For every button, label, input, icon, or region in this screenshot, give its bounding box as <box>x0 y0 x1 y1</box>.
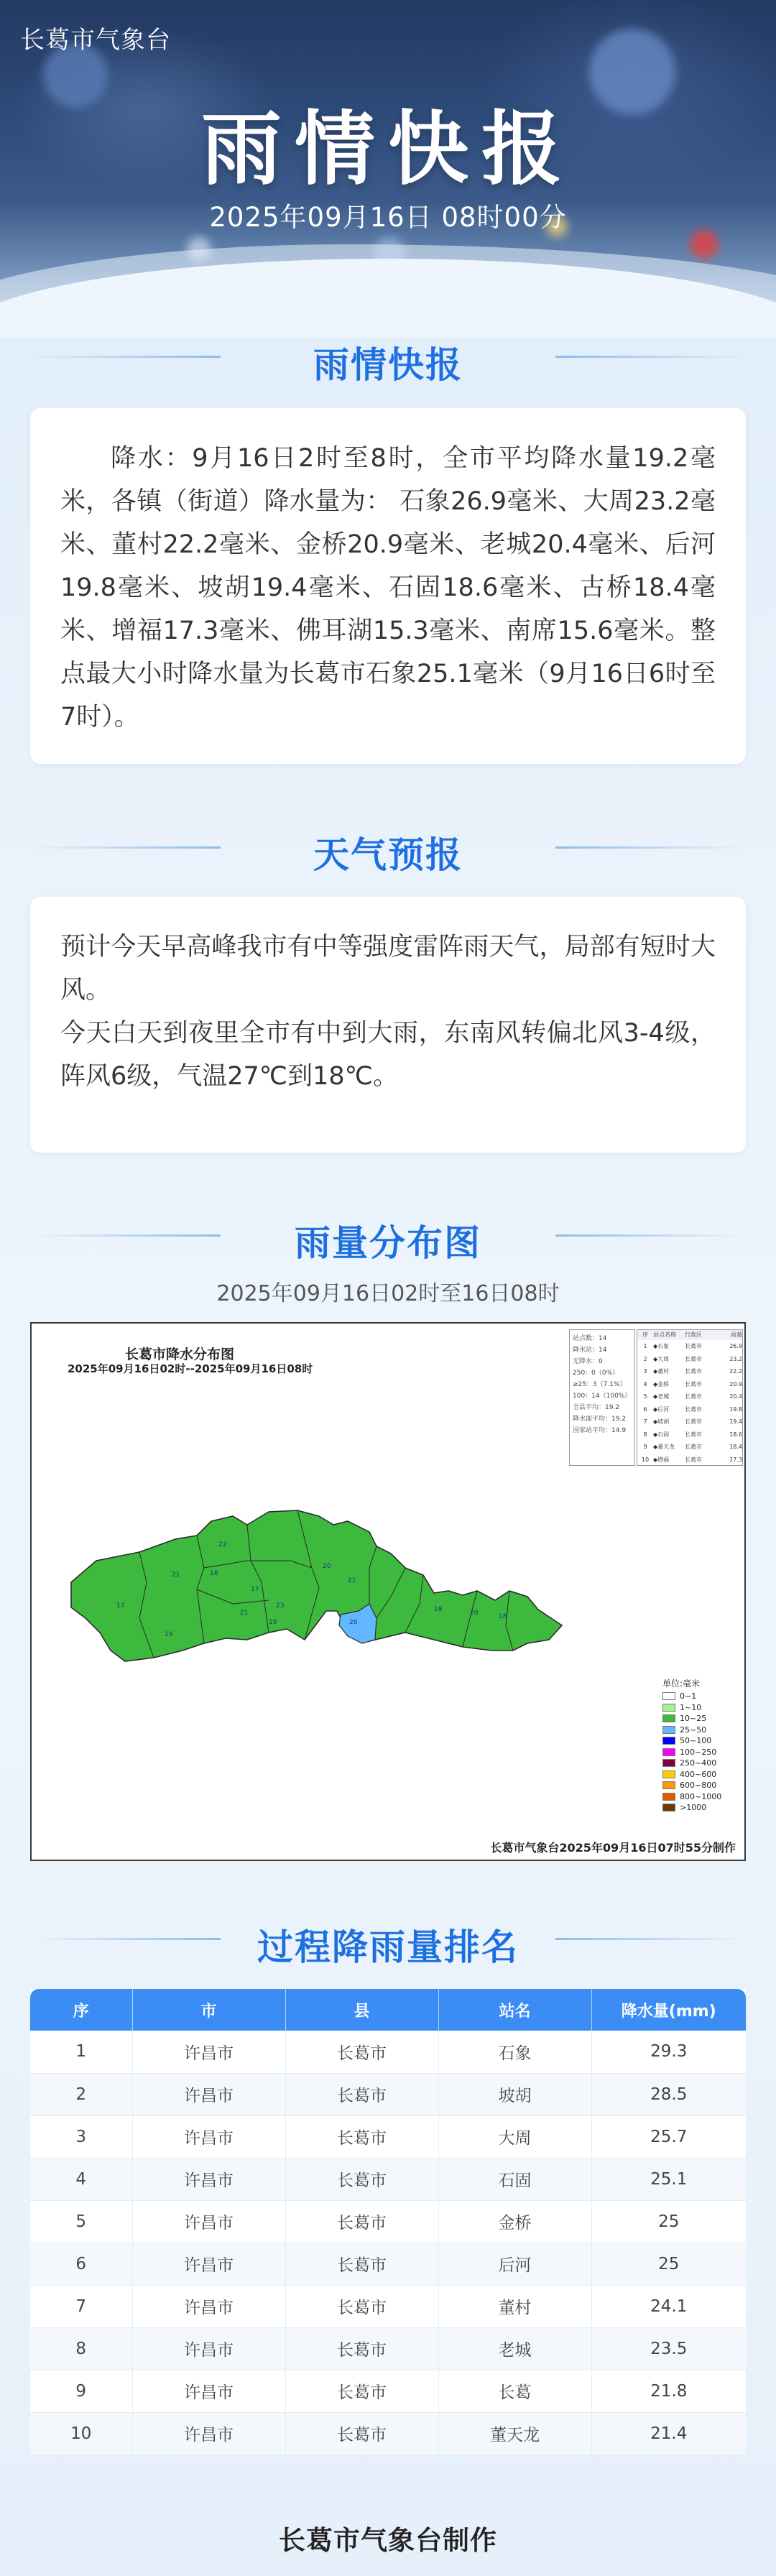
cell-station: 董村 <box>438 2285 591 2327</box>
cell-station: 后河 <box>438 2243 591 2285</box>
cell-rank: 9 <box>30 2370 132 2412</box>
legend-label: 1~10 <box>680 1702 702 1712</box>
cell-rainfall: 25.1 <box>591 2158 746 2200</box>
svg-text:21: 21 <box>240 1610 249 1617</box>
legend-swatch <box>662 1726 675 1734</box>
legend-swatch <box>662 1748 675 1756</box>
legend-swatch <box>662 1714 675 1722</box>
map-rank-cell: 长葛市 <box>685 1355 702 1362</box>
cell-rank: 5 <box>30 2200 132 2243</box>
col-header-rainfall: 降水量(mm) <box>591 1989 746 2031</box>
svg-text:17: 17 <box>251 1586 259 1593</box>
map-rank-cell: 17.3 <box>729 1456 742 1463</box>
legend-label: 25~50 <box>680 1725 707 1735</box>
section-heading-forecast: 天气预报 <box>313 834 463 876</box>
cell-county: 长葛市 <box>285 2158 438 2200</box>
cell-city: 许昌市 <box>132 2285 285 2327</box>
cell-station: 坡胡 <box>438 2073 591 2115</box>
cell-county: 长葛市 <box>285 2243 438 2285</box>
svg-text:18: 18 <box>434 1606 443 1613</box>
cell-station: 大周 <box>438 2115 591 2158</box>
map-rank-header-cell: 行政区 <box>685 1331 702 1338</box>
table-row <box>30 2158 746 2200</box>
map-rank-cell: ◆增福 <box>653 1456 670 1463</box>
section-heading-distribution: 雨量分布图 <box>295 1222 481 1264</box>
map-rank-cell: 23.2 <box>729 1355 742 1362</box>
cell-county: 长葛市 <box>285 2370 438 2412</box>
legend-label: 400~600 <box>680 1769 717 1779</box>
map-rank-cell: 4 <box>643 1380 647 1388</box>
map-rank-cell: 长葛市 <box>685 1431 702 1438</box>
page-title: 雨情快报 <box>201 103 575 196</box>
cell-rank: 2 <box>30 2073 132 2115</box>
map-rank-cell: 长葛市 <box>685 1456 702 1463</box>
legend-label: 600~800 <box>680 1781 717 1791</box>
legend-item <box>662 1780 742 1791</box>
map-rank-cell: 5 <box>643 1393 647 1400</box>
forecast-line-1: 预计今天早高峰我市有中等强度雷阵雨天气，局部有短时大风。 <box>60 933 716 1005</box>
map-stat-line: 无降水：0 <box>573 1358 603 1365</box>
legend-item <box>662 1735 742 1747</box>
map-rank-cell: 10 <box>641 1456 650 1463</box>
cell-rainfall: 25.7 <box>591 2115 746 2158</box>
map-footer: 长葛市气象台2025年09月16日07时55分制作 <box>490 1841 736 1855</box>
map-rank-cell: 长葛市 <box>685 1393 702 1400</box>
map-stat-line: ≥25：3（7.1%） <box>573 1381 627 1388</box>
map-stat-line: 国家站平均：14.9 <box>573 1427 627 1434</box>
map-stat-line: 全县平均：19.2 <box>573 1404 620 1411</box>
svg-text:19: 19 <box>165 1631 173 1638</box>
map-stat-line: 降水站：14 <box>573 1347 607 1354</box>
legend-item <box>662 1713 742 1725</box>
map-rank-cell: 长葛市 <box>685 1418 702 1425</box>
legend-swatch <box>662 1804 675 1811</box>
svg-text:23: 23 <box>276 1602 285 1610</box>
cell-rainfall: 25 <box>591 2243 746 2285</box>
rainfall-map <box>30 1322 746 1861</box>
rainfall-map-shape <box>32 1324 747 1862</box>
map-legend <box>662 1677 742 1814</box>
cell-county: 长葛市 <box>285 2073 438 2115</box>
cell-station: 长葛 <box>438 2370 591 2412</box>
legend-item <box>662 1802 742 1814</box>
map-rank-cell: 19.4 <box>729 1418 742 1425</box>
map-rank-header-cell: 站点名称 <box>653 1331 676 1338</box>
cell-county: 长葛市 <box>285 2327 438 2370</box>
map-rank-cell: ◆后河 <box>653 1405 670 1413</box>
svg-text:21: 21 <box>348 1577 356 1584</box>
cell-city: 许昌市 <box>132 2370 285 2412</box>
map-rank-cell: 1 <box>643 1343 647 1349</box>
cell-city: 许昌市 <box>132 2073 285 2115</box>
table-row <box>30 2327 746 2370</box>
col-header-city: 市 <box>132 1989 285 2031</box>
map-rank-header-cell: 雨量 <box>731 1331 742 1338</box>
svg-text:20: 20 <box>323 1563 331 1570</box>
col-header-county: 县 <box>285 1989 438 2031</box>
svg-text:18: 18 <box>210 1570 218 1577</box>
table-row <box>30 2200 746 2243</box>
map-stat-line: 250：0（0%） <box>573 1370 619 1377</box>
map-rank-cell: ◆大周 <box>653 1355 670 1362</box>
cell-city: 许昌市 <box>132 2412 285 2455</box>
map-rank-cell: 18.4 <box>729 1444 742 1450</box>
map-rank-cell: ◆老城 <box>653 1393 670 1400</box>
cell-rainfall: 21.4 <box>591 2412 746 2455</box>
map-rank-cell: 9 <box>643 1444 647 1450</box>
org-name: 长葛市气象台 <box>20 27 171 54</box>
section-heading-ranking: 过程降雨量排名 <box>257 1926 519 1968</box>
table-row <box>30 2285 746 2327</box>
cell-station: 老城 <box>438 2327 591 2370</box>
rain-report-text: 降水：9月16日2时至8时，全市平均降水量19.2毫米，各镇（街道）降水量为： 石象26.9毫米、大周23.2毫米、董村22.2毫米、金桥20.9毫米、老城20.4毫米、后河19.8毫米、坡胡19.4毫米、石固18.6毫米、古桥18.4毫米、增福17.3毫米、佛耳湖15.3毫米、南席15.6毫米。整点最大小时降水量为长葛市石象25.1毫米（9月16日6时至7时）。 <box>60 444 716 731</box>
legend-label: 0~1 <box>680 1691 697 1702</box>
legend-label: 50~100 <box>680 1736 712 1746</box>
col-header-station: 站名 <box>438 1989 591 2031</box>
cell-rank: 4 <box>30 2158 132 2200</box>
cell-rank: 1 <box>30 2031 132 2073</box>
cell-county: 长葛市 <box>285 2285 438 2327</box>
table-row <box>30 2412 746 2455</box>
legend-swatch <box>662 1737 675 1745</box>
map-stat-line: 站点数：14 <box>573 1335 607 1342</box>
legend-swatch <box>662 1704 675 1712</box>
map-rank-cell: ◆石固 <box>653 1431 670 1438</box>
col-header-rank: 序 <box>30 1989 132 2031</box>
map-rank-cell: 20.9 <box>729 1380 742 1388</box>
cell-rank: 10 <box>30 2412 132 2455</box>
legend-label: 10~25 <box>680 1714 707 1724</box>
legend-swatch <box>662 1771 675 1778</box>
cell-city: 许昌市 <box>132 2158 285 2200</box>
map-rank-cell: 20.4 <box>729 1393 742 1400</box>
legend-item <box>662 1758 742 1769</box>
rain-report-card <box>30 408 746 764</box>
map-rank-cell: 8 <box>643 1431 647 1438</box>
map-stat-line: 降水面平均：19.2 <box>573 1416 627 1423</box>
map-rank-cell: 长葛市 <box>685 1343 702 1349</box>
cell-city: 许昌市 <box>132 2243 285 2285</box>
map-region-green <box>71 1510 562 1661</box>
legend-item <box>662 1769 742 1781</box>
map-rank-cell: 22.2 <box>729 1368 742 1375</box>
legend-label: >1000 <box>680 1803 707 1813</box>
cell-rainfall: 21.8 <box>591 2370 746 2412</box>
cell-county: 长葛市 <box>285 2412 438 2455</box>
cell-county: 长葛市 <box>285 2031 438 2073</box>
map-rank-cell: ◆董天龙 <box>653 1444 675 1450</box>
map-rank-cell: 长葛市 <box>685 1368 702 1375</box>
cell-rainfall: 24.1 <box>591 2285 746 2327</box>
cell-rainfall: 23.5 <box>591 2327 746 2370</box>
ranking-table <box>30 1989 746 2455</box>
footer-credit: 长葛市气象台制作 <box>279 2525 497 2556</box>
legend-swatch <box>662 1781 675 1789</box>
svg-text:26: 26 <box>349 1619 358 1626</box>
svg-text:19: 19 <box>269 1619 277 1626</box>
legend-item <box>662 1702 742 1714</box>
cell-city: 许昌市 <box>132 2200 285 2243</box>
cell-station: 石固 <box>438 2158 591 2200</box>
table-row <box>30 2031 746 2073</box>
legend-item <box>662 1725 742 1736</box>
cell-county: 长葛市 <box>285 2115 438 2158</box>
svg-text:20: 20 <box>470 1610 479 1617</box>
map-rank-cell: 长葛市 <box>685 1405 702 1413</box>
map-rank-cell: 2 <box>643 1355 647 1362</box>
cell-rainfall: 29.3 <box>591 2031 746 2073</box>
header-banner <box>0 0 776 338</box>
table-row <box>30 2115 746 2158</box>
map-rank-cell: ◆董村 <box>653 1368 670 1375</box>
legend-label: 250~400 <box>680 1758 717 1768</box>
section-heading-rain: 雨情快报 <box>313 344 463 386</box>
cell-rank: 3 <box>30 2115 132 2158</box>
cell-station: 金桥 <box>438 2200 591 2243</box>
distribution-period: 2025年09月16日02时至16日08时 <box>216 1281 560 1306</box>
cell-station: 石象 <box>438 2031 591 2073</box>
legend-title: 单位:毫米 <box>662 1679 701 1689</box>
map-title: 长葛市降水分布图 <box>125 1347 235 1362</box>
map-rank-cell: 长葛市 <box>685 1380 702 1388</box>
map-rank-cell: ◆石象 <box>653 1343 670 1349</box>
cell-rank: 8 <box>30 2327 132 2370</box>
table-row <box>30 2370 746 2412</box>
cell-rainfall: 28.5 <box>591 2073 746 2115</box>
cell-rainfall: 25 <box>591 2200 746 2243</box>
legend-swatch <box>662 1793 675 1801</box>
map-rank-cell: 3 <box>643 1368 647 1375</box>
svg-text:21: 21 <box>172 1571 180 1579</box>
forecast-line-2: 今天白天到夜里全市有中到大雨，东南风转偏北风3-4级，阵风6级，气温27℃到18℃。 <box>60 1019 716 1091</box>
svg-text:22: 22 <box>218 1541 227 1548</box>
legend-item <box>662 1791 742 1803</box>
map-rank-cell: 19.8 <box>729 1405 742 1413</box>
map-rank-cell: 7 <box>643 1418 647 1425</box>
map-rank-cell: ◆坡胡 <box>653 1418 670 1425</box>
cell-county: 长葛市 <box>285 2200 438 2243</box>
forecast-card <box>30 897 746 1153</box>
table-row <box>30 2073 746 2115</box>
cell-rank: 7 <box>30 2285 132 2327</box>
cell-station: 董天龙 <box>438 2412 591 2455</box>
report-datetime: 2025年09月16日 08时00分 <box>209 202 567 233</box>
map-rank-cell: 长葛市 <box>685 1444 702 1450</box>
map-rank-cell: 18.6 <box>729 1431 742 1438</box>
map-rank-cell: 6 <box>643 1405 647 1413</box>
map-rank-cell: 26.9 <box>729 1343 742 1349</box>
map-subtitle: 2025年09月16日02时--2025年09月16日08时 <box>68 1362 313 1375</box>
cell-city: 许昌市 <box>132 2115 285 2158</box>
map-rank-header-cell: 序 <box>642 1331 648 1338</box>
table-row <box>30 2243 746 2285</box>
legend-label: 100~250 <box>680 1747 717 1757</box>
legend-item <box>662 1691 742 1702</box>
map-stat-line: 100：14（100%） <box>573 1393 632 1400</box>
map-rank-cell: ◆金桥 <box>653 1380 670 1388</box>
cell-rank: 6 <box>30 2243 132 2285</box>
legend-swatch <box>662 1759 675 1767</box>
cell-city: 许昌市 <box>132 2031 285 2073</box>
legend-item <box>662 1747 742 1758</box>
legend-label: 800~1000 <box>680 1791 722 1801</box>
table-header-row <box>30 1989 746 2031</box>
cell-city: 许昌市 <box>132 2327 285 2370</box>
svg-text:17: 17 <box>116 1602 125 1610</box>
legend-swatch <box>662 1692 675 1700</box>
svg-text:18: 18 <box>499 1613 507 1620</box>
